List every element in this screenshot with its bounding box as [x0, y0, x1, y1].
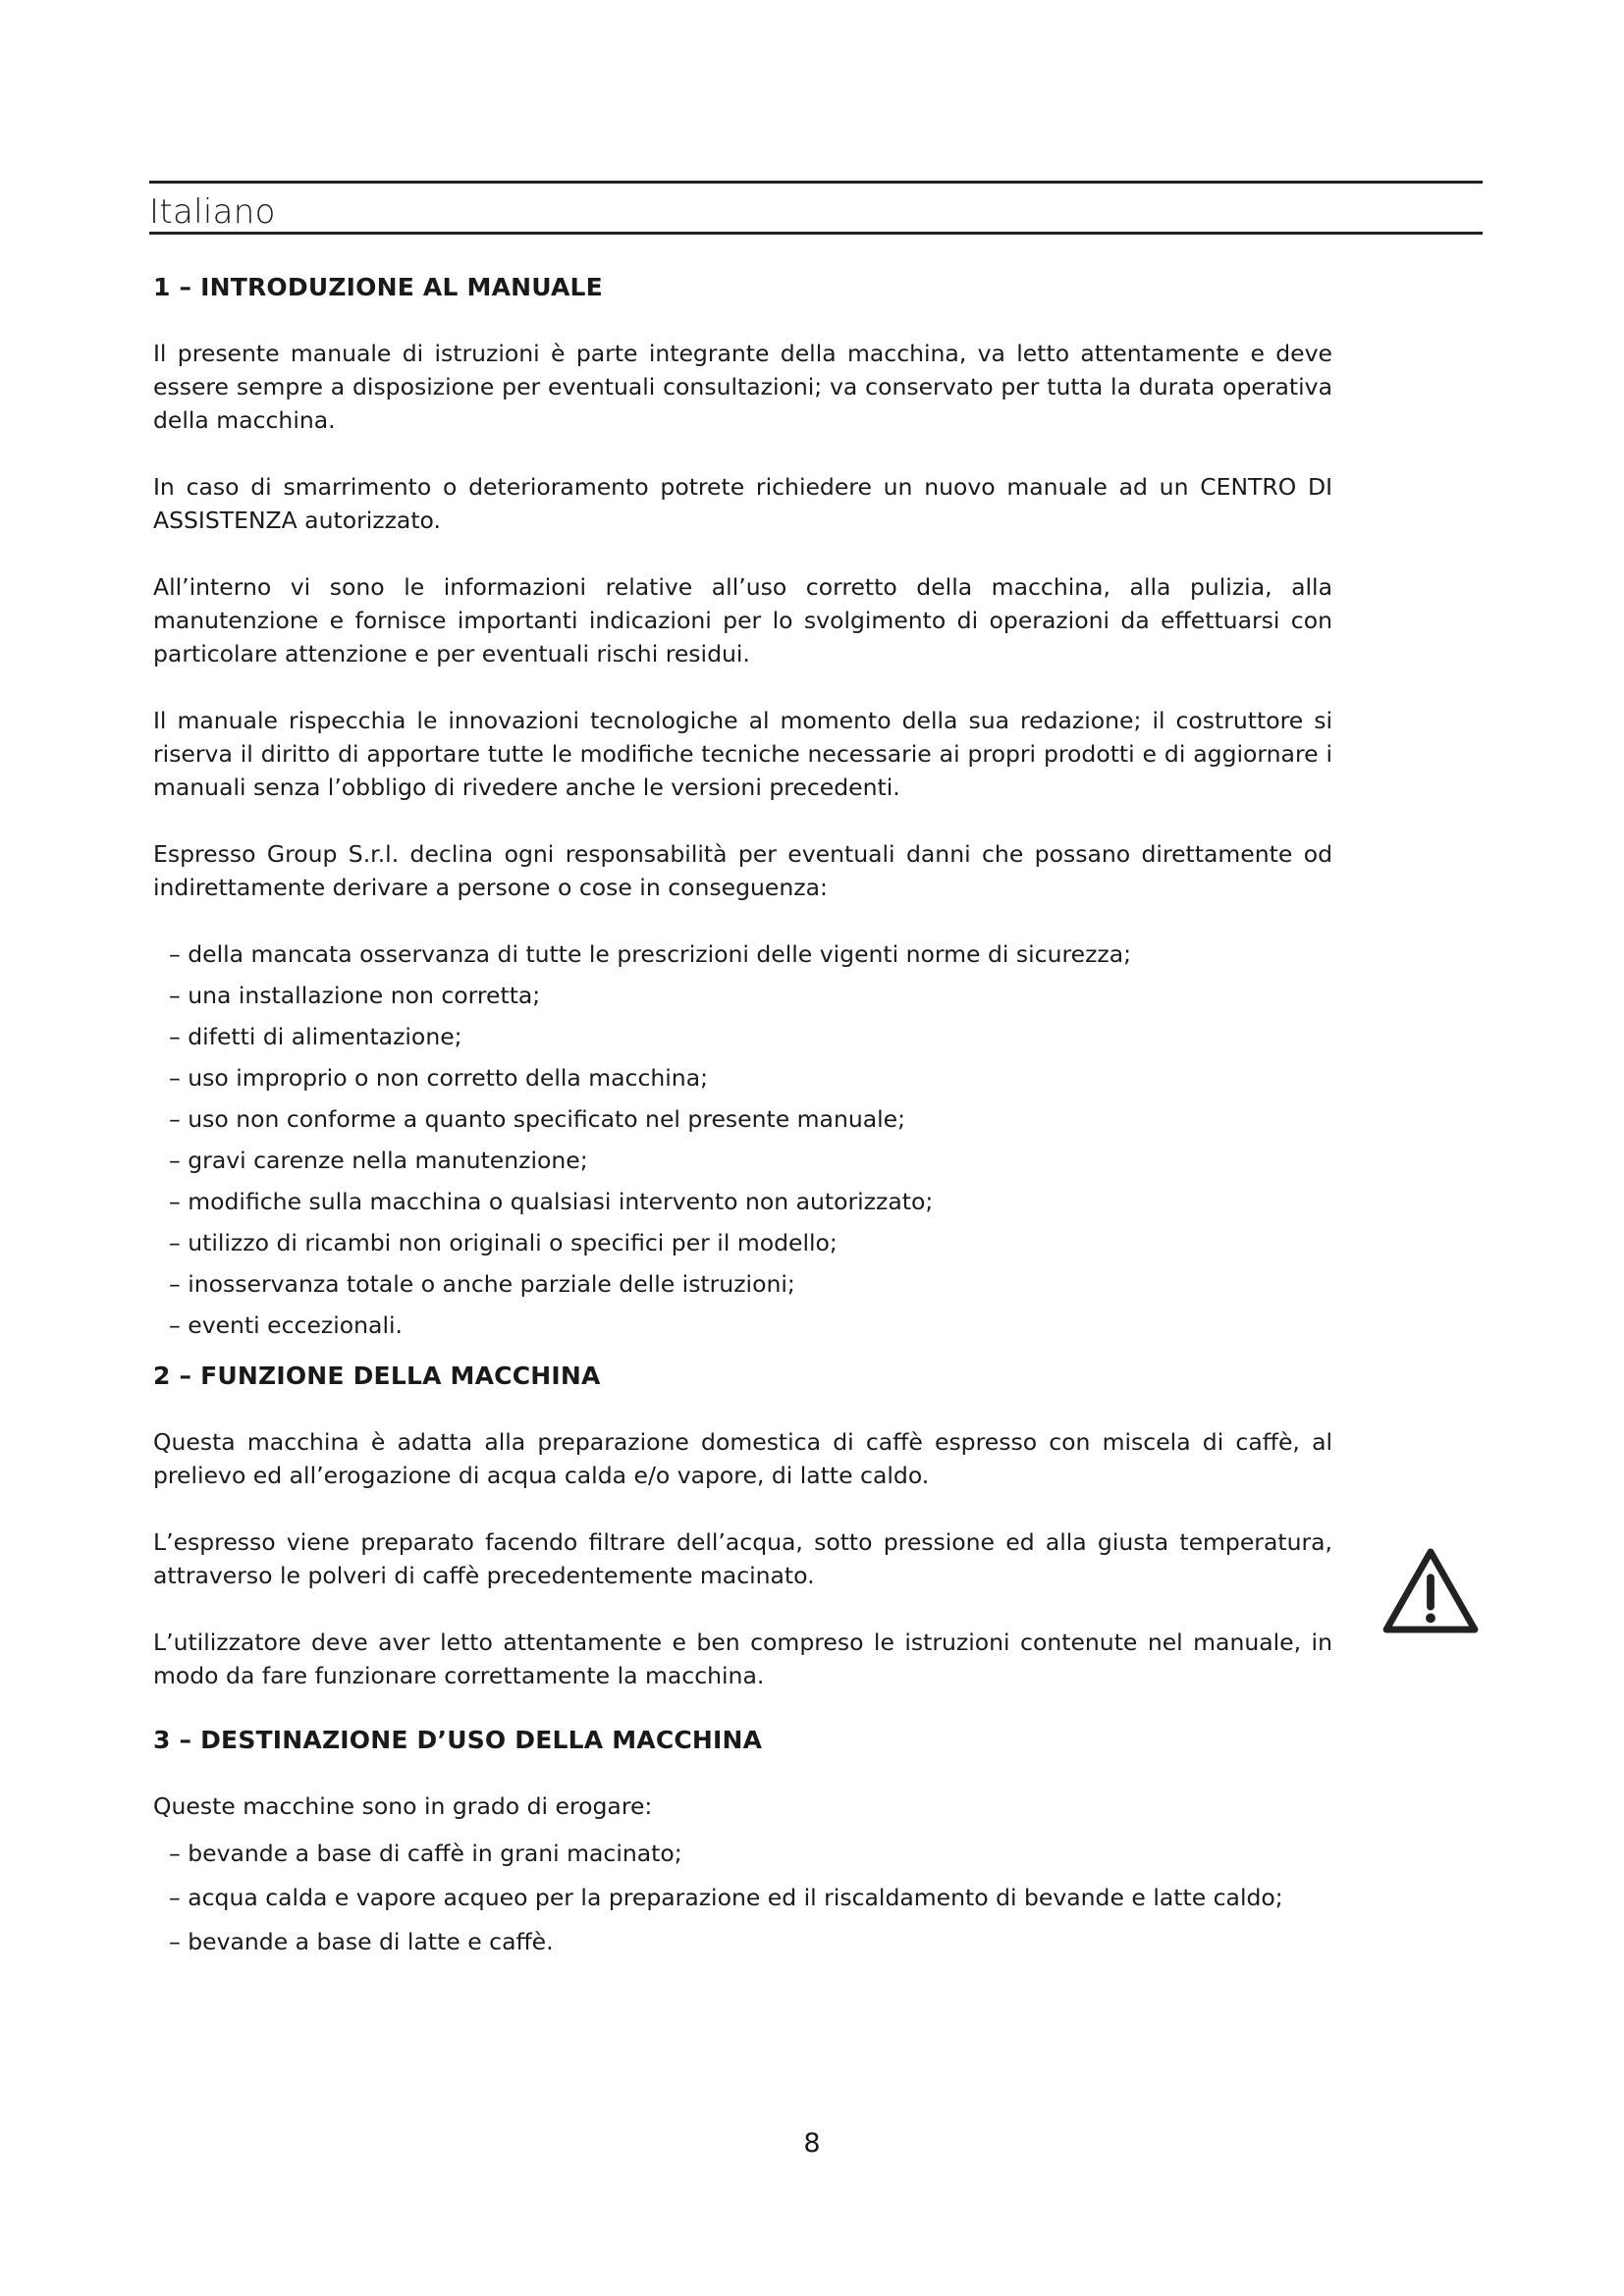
paragraph: Queste macchine sono in grado di erogare: [153, 1792, 653, 1820]
paragraph: In caso di smarrimento o deterioramento potrete richiedere un nuovo manuale ad un CENTRO DI ASSISTENZA autorizzato. [153, 473, 1332, 534]
paragraph: Espresso Group S.r.l. declina ogni responsabilità per eventuali danni che possano direttamente od indirettamente derivare a persone o cose in conseguenza: [153, 840, 1332, 901]
list-item: – della mancata osservanza di tutte le prescrizioni delle vigenti norme di sicurezza; [169, 937, 1332, 971]
intended-use-list [169, 1837, 1332, 1958]
warning-triangle-icon [1382, 1547, 1479, 1633]
header-rule-top [149, 181, 1483, 184]
paragraph: Questa macchina è adatta alla preparazione domestica di caffè espresso con miscela di caffè, al prelievo ed all’erogazione di acqua calda e/o vapore, di latte caldo. [153, 1428, 1332, 1489]
paragraph: L’utilizzatore deve aver letto attentamente e ben compreso le istruzioni contenute nel manuale, in modo da fare funzionare correttamente la macchina. [153, 1629, 1332, 1689]
list-item: – modifiche sulla macchina o qualsiasi intervento non autorizzato; [169, 1185, 1332, 1218]
list-item: – gravi carenze nella manutenzione; [169, 1144, 1332, 1177]
list-item: – eventi eccezionali. [169, 1308, 1332, 1342]
header-rule-bottom [149, 232, 1483, 235]
list-item: – una installazione non corretta; [169, 979, 1332, 1012]
list-item: – uso non conforme a quanto specificato nel presente manuale; [169, 1102, 1332, 1136]
paragraph: L’espresso viene preparato facendo filtrare dell’acqua, sotto pressione ed alla giusta temperatura, attraverso le polveri di caffè precedentemente macinato. [153, 1528, 1332, 1589]
section-title-introduction: 1 – INTRODUZIONE AL MANUALE [153, 273, 603, 301]
list-item: – difetti di alimentazione; [169, 1020, 1332, 1053]
list-item: – inosservanza totale o anche parziale delle istruzioni; [169, 1267, 1332, 1301]
paragraph: Il presente manuale di istruzioni è parte integrante della macchina, va letto attentamente e deve essere sempre a disposizione per eventuali consultazioni; va conservato per tutta la durata operativa della macchina. [153, 340, 1332, 434]
paragraph: All’interno vi sono le informazioni relative all’uso corretto della macchina, alla pulizia, alla manutenzione e fornisce importanti indicazioni per lo svolgimento di operazioni da effettuarsi con particolare attenzione e per eventuali rischi residui. [153, 573, 1332, 667]
liability-list [169, 937, 1332, 1342]
section-title-intended-use: 3 – DESTINAZIONE D’USO DELLA MACCHINA [153, 1726, 763, 1754]
list-item: – uso improprio o non corretto della macchina; [169, 1061, 1332, 1095]
list-item: – bevande a base di caffè in grani macinato; [169, 1837, 1332, 1870]
page-number: 8 [803, 2128, 821, 2159]
section-title-function: 2 – FUNZIONE DELLA MACCHINA [153, 1362, 601, 1390]
content [149, 273, 1332, 1969]
list-item: – utilizzo di ricambi non originali o specifici per il modello; [169, 1226, 1332, 1259]
list-item: – acqua calda e vapore acqueo per la preparazione ed il riscaldamento di bevande e latte caldo; [169, 1881, 1332, 1914]
language-heading: Italiano [149, 192, 276, 232]
paragraph: Il manuale rispecchia le innovazioni tecnologiche al momento della sua redazione; il costruttore si riserva il diritto di apportare tutte le modifiche tecniche necessarie ai propri prodotti e di aggiornare i manuali senza l’obbligo di rivedere anche le versioni precedenti. [153, 707, 1332, 801]
list-item: – bevande a base di latte e caffè. [169, 1925, 1332, 1958]
